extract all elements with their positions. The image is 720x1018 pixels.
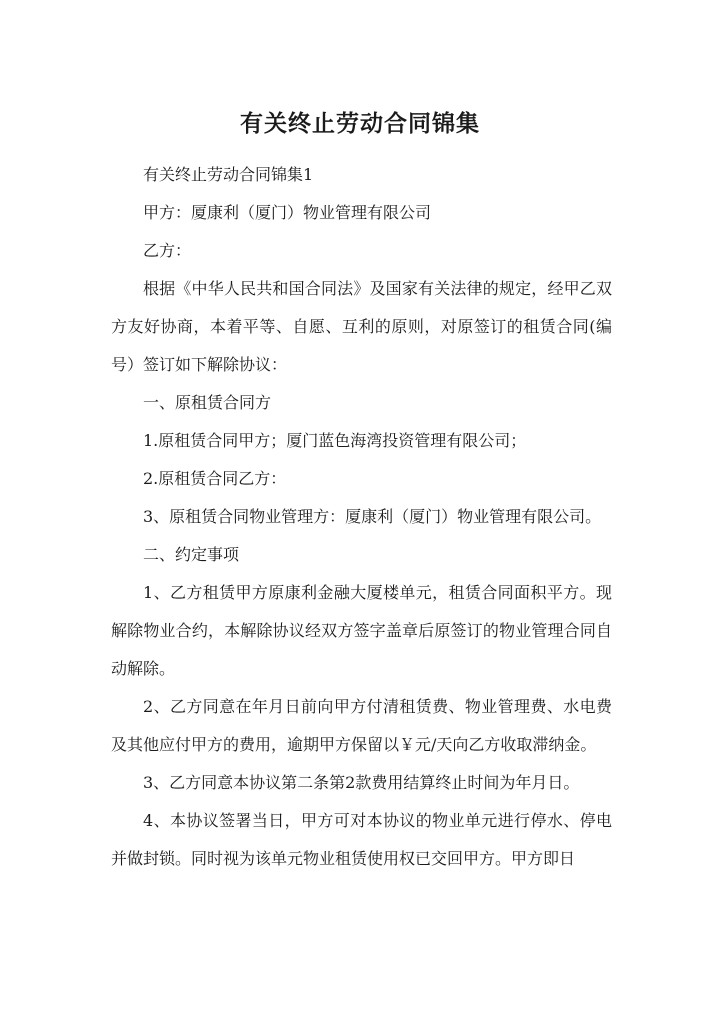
paragraph-party-b: 乙方： [143,241,192,260]
section-heading-2: 二、约定事项 [143,545,240,564]
paragraph-item: 1.原租赁合同甲方；厦门蓝色海湾投资管理有限公司； [143,431,527,450]
document-body [111,156,612,878]
section-heading-1: 一、原租赁合同方 [143,393,272,412]
paragraph-item: 3、原租赁合同物业管理方：厦康利（厦门）物业管理有限公司。 [143,507,602,526]
paragraph-clause: 1、乙方租赁甲方原康利金融大厦楼单元，租赁合同面积平方。现解除物业合约，本解除协议经双方签字盖章后原签订的物业管理合同自动解除。 [111,583,612,678]
paragraph-clause: 3、乙方同意本协议第二条第2款费用结算终止时间为年月日。 [143,773,580,792]
paragraph-clause: 2、乙方同意在年月日前向甲方付清租赁费、物业管理费、水电费及其他应付甲方的费用，逾期甲方保留以￥元/天向乙方收取滞纳金。 [111,697,612,754]
paragraph-clause: 4、本协议签署当日，甲方可对本协议的物业单元进行停水、停电并做封锁。同时视为该单元物业租赁使用权已交回甲方。甲方即日 [111,811,612,868]
document-title: 有关终止劳动合同锦集 [240,110,480,137]
paragraph-heading: 有关终止劳动合同锦集1 [143,165,314,184]
paragraph-preamble: 根据《中华人民共和国合同法》及国家有关法律的规定，经甲乙双方友好协商，本着平等、自愿、互利的原则，对原签订的租赁合同(编号）签订如下解除协议： [111,279,612,374]
paragraph-item: 2.原租赁合同乙方： [143,469,287,488]
paragraph-party-a: 甲方：厦康利（厦门）物业管理有限公司 [143,203,432,222]
